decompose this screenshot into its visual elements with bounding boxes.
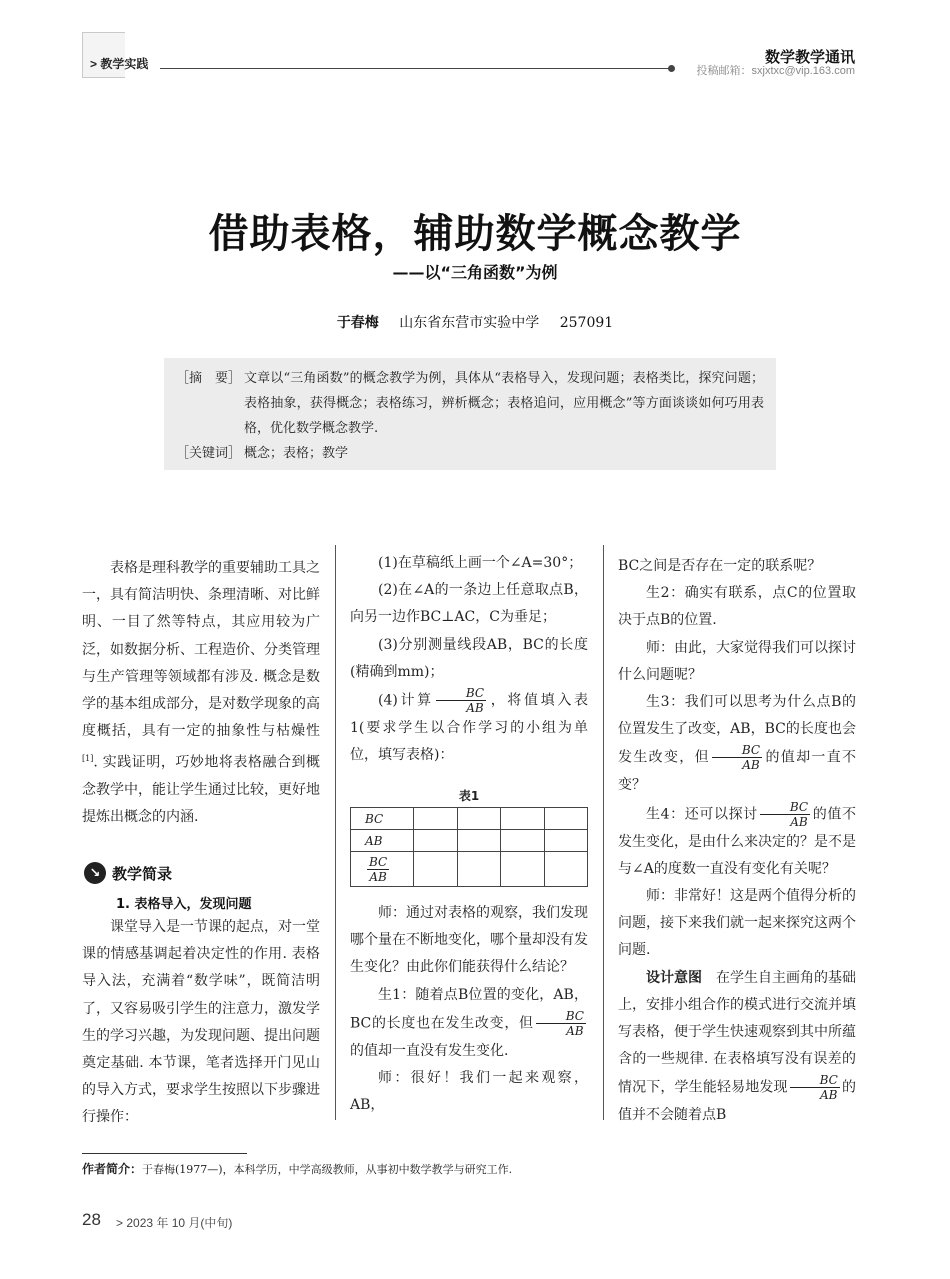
teacher-comment-4: 师：非常好！这是两个值得分析的问题，接下来我们就一起来探究这两个问题. xyxy=(618,888,856,959)
fraction-bc-ab: $\frac{BC}{AB}$ xyxy=(790,1073,840,1102)
fraction-bc-ab: $\frac{BC}{AB}$ xyxy=(536,1009,586,1038)
author-postcode: 257091 xyxy=(559,315,614,331)
journal-name: 数学教学通讯 xyxy=(764,49,855,66)
section-heading: ↘ 教学简录 xyxy=(84,862,172,884)
article-title: 借助表格，辅助数学概念教学 xyxy=(208,211,742,257)
step-4: (4)计算 $\frac{BC}{AB}$ ，将值填入表1(要求学生以合作学习的小组为单位，填写表格)： xyxy=(350,686,588,764)
column-divider xyxy=(335,545,336,1120)
column-1 xyxy=(82,555,320,832)
column-1-lower xyxy=(82,914,320,1132)
step-3: (3)分别测量线段AB，BC的长度(精确到mm)； xyxy=(350,636,588,680)
keywords-label: ［关键词］ xyxy=(176,446,242,461)
author-line xyxy=(0,312,950,332)
design-intent: 设计意图 在学生自主画角的基础上，安排小组合作的模式进行交流并填写表格，便于学生快速观察到其中所蕴含的一些规律. 在表格填写没有误差的情况下，学生能轻易地发现 $\frac{BC}{AB}$ 的值并不会随着点B xyxy=(618,969,857,1124)
column-divider xyxy=(603,545,604,1120)
author-bio: 作者简介：于春梅(1977—)，本科学历，中学高级教师，从事初中数学教学与研究工作. xyxy=(82,1162,513,1176)
header-dot xyxy=(668,65,675,72)
table-row xyxy=(351,852,588,887)
abstract-label: ［摘 要］ xyxy=(176,371,242,386)
table-row: AB xyxy=(351,830,588,852)
abstract-box xyxy=(164,358,776,470)
student-4-answer: 生4：还可以探讨 $\frac{BC}{AB}$ 的值不发生变化，是由什么来决定的？是不是与∠A的度数一直没有变化有关呢？ xyxy=(618,799,856,877)
fraction-bc-ab: $\frac{BC}{AB}$ xyxy=(712,743,762,772)
fraction-bc-ab: $\frac{BC}{AB}$ xyxy=(436,686,486,715)
page-number: 28 xyxy=(82,1210,101,1229)
subsection-heading: 1. 表格导入，发现问题 xyxy=(116,897,252,912)
header-rule xyxy=(160,68,670,69)
teacher-question-3: 师：由此，大家觉得我们可以探讨什么问题呢？ xyxy=(618,639,856,683)
step-2: (2)在∠A的一条边上任意取点B，向另一边作BC⊥AC，C为垂足； xyxy=(350,582,588,626)
student-2-answer: 生2：确实有联系，点C的位置取决于点B的位置. xyxy=(618,585,856,629)
column-2 xyxy=(350,550,588,769)
intro-paragraph: 表格是理科教学的重要辅助工具之一，具有简洁明快、条理清晰、对比鲜明、一目了然等特点，其应用较为广泛，如数据分析、工程造价、分类管理与生产管理等领域都有涉及. 概念是数学的基本组成部分，是对数学现象的高度概括，具有一定的抽象性与枯燥性[1]. 实践证明，巧妙地将表格融合到概念教学中，能让学生通过比较，更好地提炼出概念的内涵. xyxy=(82,560,320,826)
header-section-label: > 教学实践 xyxy=(90,57,149,71)
intro-method-paragraph: 课堂导入是一节课的起点，对一堂课的情感基调起着决定性的作用. 表格导入法，充满着“数学味”，既简洁明了，又容易吸引学生的注意力，激发学生的学习兴趣，为发现问题、提出问题奠定基础. 本节课，笔者选择开门见山的导入方式，要求学生按照以下步骤进行操作： xyxy=(82,919,320,1126)
article-subtitle: ——以“三角函数”为例 xyxy=(392,263,558,282)
citation-ref: [1] xyxy=(82,754,94,764)
teacher-question-1: 师：通过对表格的观察，我们发现哪个量在不断地变化，哪个量却没有发生变化？由此你们能获得什么结论？ xyxy=(350,905,588,976)
table-caption: 表1 xyxy=(458,789,480,803)
column-2-lower xyxy=(350,900,588,1119)
fraction-bc-ab: $\frac{BC}{AB}$ xyxy=(369,854,388,884)
abstract-text: 文章以“三角函数”的概念教学为例，具体从“表格导入，发现问题；表格类比，探究问题；表格抽象，获得概念；表格练习，辨析概念；表格追问，应用概念”等方面谈谈如何巧用表格，优化数学概念教学. xyxy=(244,371,764,436)
submission-email: 投稿邮箱：sxjxtxc@vip.163.com xyxy=(696,65,855,77)
step-1: (1)在草稿纸上画一个∠A=30°； xyxy=(378,555,583,571)
data-table xyxy=(350,807,588,887)
keywords-text: 概念；表格；教学 xyxy=(244,446,349,461)
column-3 xyxy=(618,553,856,1130)
section-arrow-icon: ↘ xyxy=(84,862,106,884)
student-3-answer: 生3：我们可以思考为什么点B的位置发生了改变，AB，BC的长度也会发生改变，但 $\frac{BC}{AB}$ 的值却一直不变？ xyxy=(618,694,857,794)
continued-text: BC之间是否存在一定的联系呢？ xyxy=(618,558,822,574)
table-row: BC xyxy=(351,808,588,830)
author-name: 于春梅 xyxy=(336,315,379,331)
fraction-bc-ab: $\frac{BC}{AB}$ xyxy=(760,800,810,829)
student-1-answer: 生1：随着点B位置的变化，AB，BC的长度也在发生改变，但 $\frac{BC}{AB}$ 的值却一直没有发生变化. xyxy=(350,986,588,1059)
teacher-comment-2: 师：很好！我们一起来观察，AB， xyxy=(350,1070,588,1114)
author-affiliation: 山东省东营市实验中学 xyxy=(399,315,540,331)
footnote-rule xyxy=(82,1153,247,1154)
issue-date: > 2023 年 10 月(中旬) xyxy=(116,1216,233,1230)
